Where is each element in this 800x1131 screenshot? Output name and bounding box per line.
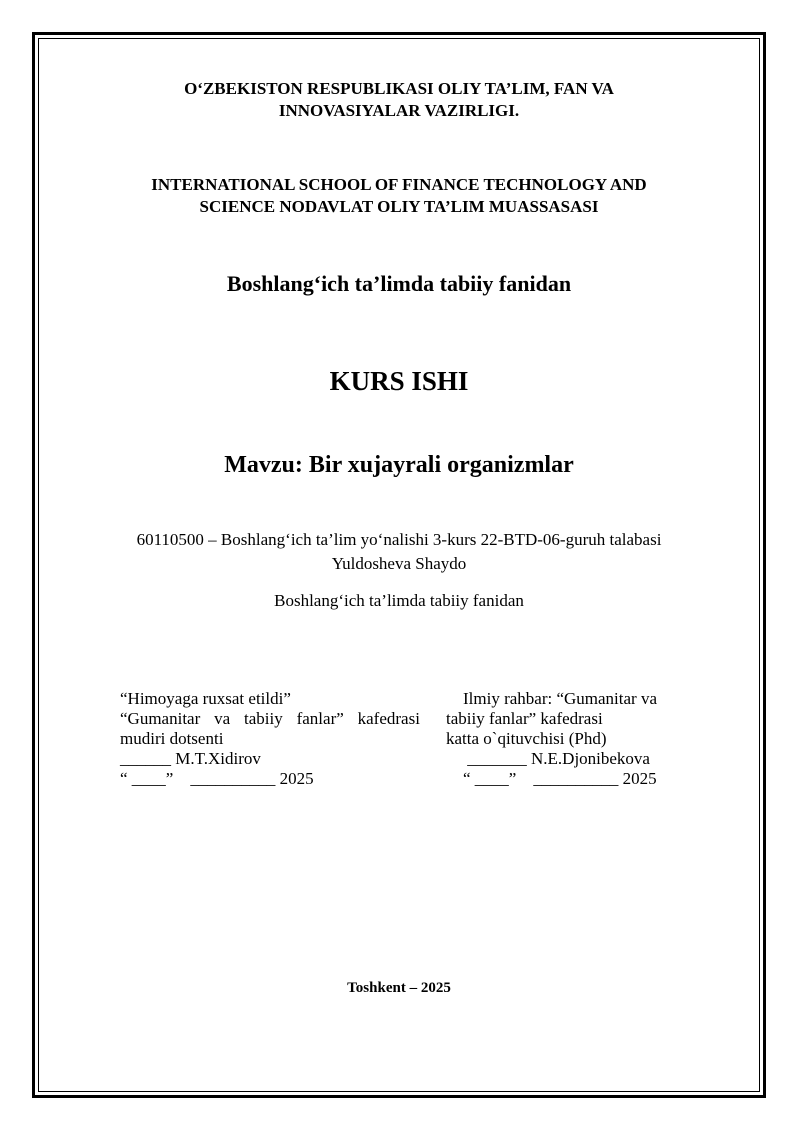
approval-date: “ ____” __________ 2025 bbox=[120, 769, 314, 788]
supervisor-line-2: tabiiy fanlar” kafedrasi bbox=[446, 709, 603, 728]
approval-signature: ______ M.T.Xidirov bbox=[120, 749, 261, 768]
subject-title: Boshlang‘ich ta’limda tabiiy fanidan bbox=[226, 271, 572, 296]
work-type-title: KURS ISHI bbox=[329, 366, 469, 396]
supervisor-block bbox=[446, 689, 736, 789]
supervisor-line-3: katta o`qituvchisi (Phd) bbox=[446, 729, 607, 748]
approval-block bbox=[120, 689, 420, 789]
student-name: Yuldosheva Shaydo bbox=[331, 554, 467, 573]
supervisor-date: “ ____” __________ 2025 bbox=[446, 769, 657, 788]
ministry-line-1: O‘ZBEKISTON RESPUBLIKASI OLIY TA’LIM, FAN VA bbox=[184, 79, 614, 98]
supervisor-line-1: Ilmiy rahbar: “Gumanitar va bbox=[446, 689, 658, 708]
student-info bbox=[38, 528, 760, 576]
ministry-heading bbox=[38, 78, 760, 122]
ministry-line-2: INNOVASIYALAR VAZIRLIGI. bbox=[278, 101, 520, 120]
city-year: Toshkent – 2025 bbox=[347, 980, 451, 996]
school-line-1: INTERNATIONAL SCHOOL OF FINANCE TECHNOLOGY AND bbox=[151, 175, 647, 194]
topic-title: Mavzu: Bir xujayrali organizmlar bbox=[224, 452, 574, 478]
approval-line-1: “Himoyaga ruxsat etildi” bbox=[120, 689, 291, 708]
approval-line-2: “Gumanitar va tabiiy fanlar” kafedrasi bbox=[120, 709, 420, 728]
student-program-line: 60110500 – Boshlang‘ich ta’lim yo‘nalishi 3-kurs 22-BTD-06-guruh talabasi bbox=[136, 530, 662, 549]
student-subject: Boshlang‘ich ta’limda tabiiy fanidan bbox=[274, 591, 524, 610]
school-heading bbox=[38, 174, 760, 218]
approval-line-3: mudiri dotsenti bbox=[120, 729, 224, 748]
school-line-2: SCIENCE NODAVLAT OLIY TA’LIM MUASSASASI bbox=[199, 197, 599, 216]
supervisor-signature: _______ N.E.Djonibekova bbox=[446, 749, 650, 768]
